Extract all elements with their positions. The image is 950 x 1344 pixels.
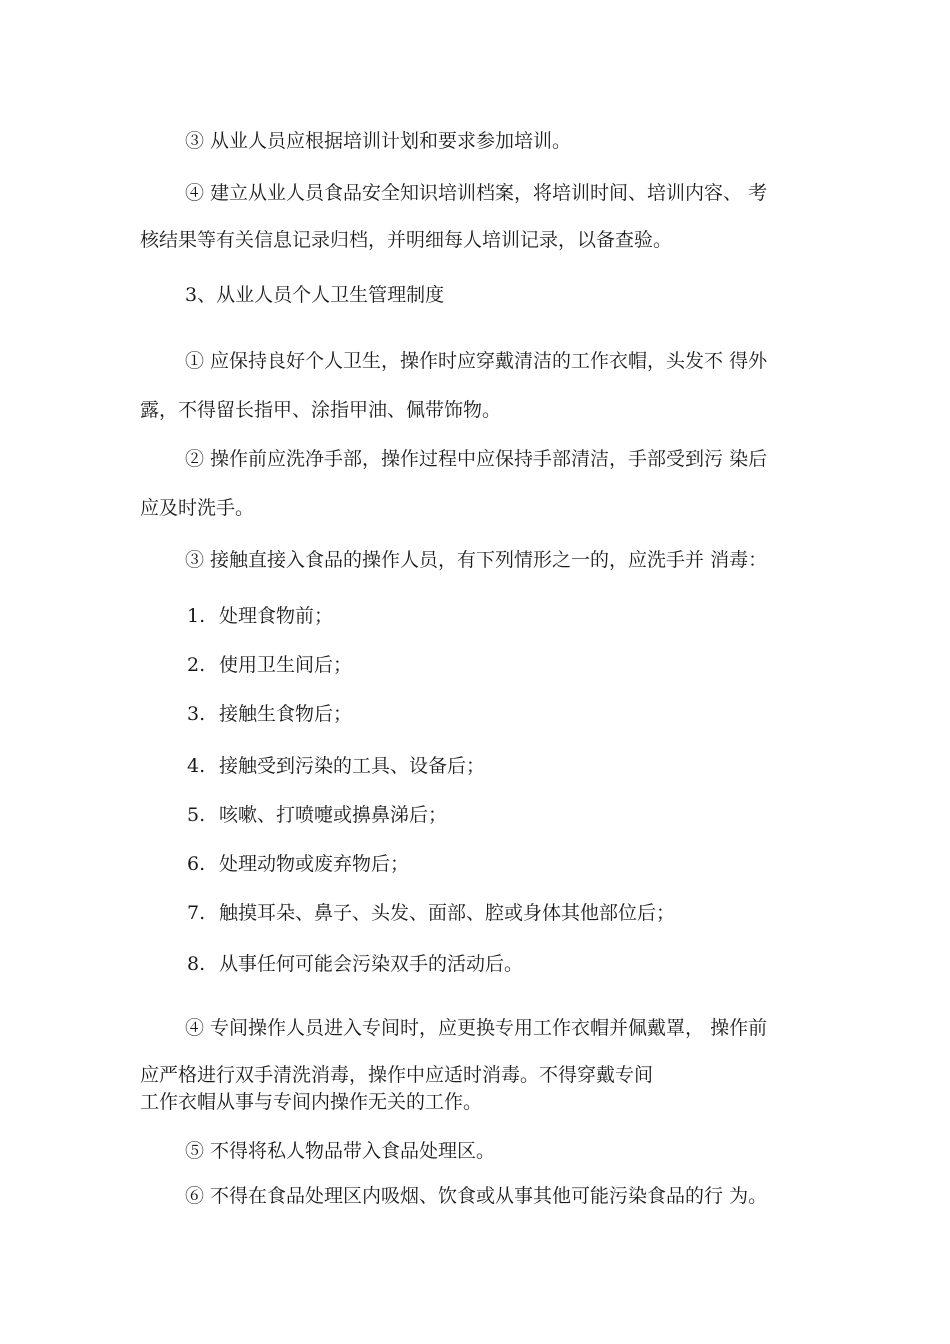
list-item-number: 5.: [187, 804, 206, 826]
list-item: [187, 705, 352, 724]
list-item: [187, 955, 523, 974]
list-item-text: 触摸耳朵、鼻子、头发、面部、腔或身体其他部位后；: [219, 902, 676, 924]
list-item-number: 6.: [187, 853, 206, 875]
list-item-text: 接触生食物后；: [219, 703, 353, 725]
paragraph-training-attendance: ③ 从业人员应根据培训计划和要求参加培训。: [185, 130, 572, 152]
list-item: [187, 855, 409, 874]
list-item-text: 处理食物前；: [219, 605, 334, 627]
paragraph-hygiene-line1: ① 应保持良好个人卫生，操作时应穿戴清洁的工作衣帽，头发不 得外: [185, 350, 768, 372]
paragraph-handwash-line1: ② 操作前应洗净手部，操作过程中应保持手部清洁，手部受到污 染后: [185, 448, 768, 470]
list-item: [187, 904, 675, 923]
paragraph-special-room-line1: ④ 专间操作人员进入专间时，应更换专用工作衣帽并佩戴罩， 操作前: [185, 1017, 768, 1039]
list-item-text: 处理动物或废弃物后；: [219, 853, 410, 875]
paragraph-special-room-line2: 应严格进行双手清洗消毒，操作中应适时消毒。不得穿戴专间: [140, 1064, 654, 1086]
list-item-number: 4.: [187, 755, 206, 777]
list-item: [187, 757, 485, 776]
list-item: [187, 656, 352, 675]
paragraph-training-archive-line2: 核结果等有关信息记录归档，并明细每人培训记录，以备查验。: [140, 229, 673, 251]
list-item-number: 2.: [187, 654, 206, 676]
list-item-number: 3.: [187, 703, 206, 725]
list-item-text: 接触受到污染的工具、设备后；: [219, 755, 486, 777]
paragraph-training-archive-line1: ④ 建立从业人员食品安全知识培训档案，将培训时间、培训内容、 考: [185, 182, 768, 204]
paragraph-special-room-line3: 工作衣帽从事与专间内操作无关的工作。: [140, 1091, 483, 1113]
paragraph-handwash-conditions: ③ 接触直接入食品的操作人员，有下列情形之一的，应洗手并 消毒：: [185, 549, 768, 571]
section-heading-personal-hygiene: 3、从业人员个人卫生管理制度: [185, 284, 445, 306]
list-item-number: 7.: [187, 902, 206, 924]
list-item: [187, 607, 333, 626]
list-item-text: 使用卫生间后；: [219, 654, 353, 676]
list-item-text: 从事任何可能会污染双手的活动后。: [219, 953, 524, 975]
paragraph-hygiene-line2: 露，不得留长指甲、涂指甲油、佩带饰物。: [140, 399, 502, 421]
paragraph-handwash-line2: 应及时洗手。: [140, 497, 255, 519]
list-item: [187, 806, 447, 825]
list-item-number: 8.: [187, 953, 206, 975]
paragraph-personal-items: ⑤ 不得将私人物品带入食品处理区。: [185, 1140, 496, 1162]
list-item-number: 1.: [187, 605, 206, 627]
paragraph-no-smoking-eating: ⑥ 不得在食品处理区内吸烟、饮食或从事其他可能污染食品的行 为。: [185, 1185, 768, 1207]
list-item-text: 咳嗽、打喷嚏或擤鼻涕后；: [219, 804, 448, 826]
